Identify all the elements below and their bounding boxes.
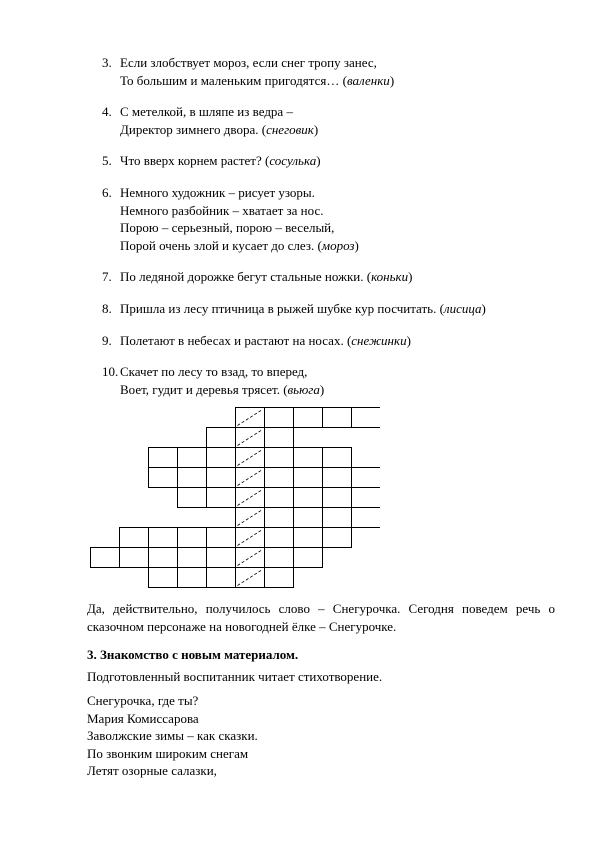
riddle-answer: сосулька xyxy=(269,153,317,169)
crossword-cell xyxy=(294,448,323,468)
crossword-cell xyxy=(352,468,381,488)
crossword-cell xyxy=(265,448,294,468)
riddle-answer: валенки xyxy=(346,72,390,88)
riddle-line: Директор зимнего двора. (снеговик) xyxy=(120,121,319,137)
riddle-list xyxy=(102,54,486,412)
crossword-cell xyxy=(294,528,323,548)
riddle-item xyxy=(102,184,486,254)
section-heading: 3. Знакомство с новым материалом. xyxy=(87,647,299,662)
riddle-number: 6. xyxy=(102,184,112,200)
crossword-cell xyxy=(207,548,236,568)
crossword-cell xyxy=(294,408,323,428)
crossword-cell xyxy=(265,408,294,428)
crossword-grid xyxy=(90,407,380,591)
riddle-item xyxy=(102,268,486,286)
riddle-line: Пришла из лесу птичница в рыжей шубке кур посчитать. (лисица) xyxy=(120,300,486,316)
crossword-cell xyxy=(265,468,294,488)
crossword-cell xyxy=(207,568,236,588)
crossword-key-cell xyxy=(236,428,265,448)
riddle-answer: коньки xyxy=(371,269,409,285)
crossword-cell xyxy=(352,508,381,528)
crossword-cell xyxy=(207,468,236,488)
crossword-key-cell xyxy=(236,488,265,508)
crossword-key-mark xyxy=(238,530,263,546)
crossword-key-cell xyxy=(236,468,265,488)
riddle-number: 10. xyxy=(102,364,119,380)
riddle-line: Порою – серьезный, порою – веселый, xyxy=(120,220,335,236)
crossword-key-cell xyxy=(236,528,265,548)
riddle-item xyxy=(102,300,486,318)
crossword-cell xyxy=(178,528,207,548)
crossword-cell xyxy=(323,468,352,488)
crossword-cell xyxy=(149,568,178,588)
crossword-key-mark xyxy=(238,410,263,426)
crossword-cell xyxy=(294,508,323,528)
riddle-number: 9. xyxy=(102,332,112,348)
crossword-key-mark xyxy=(238,470,263,486)
riddle-line: Если злобствует мороз, если снег тропу занес, xyxy=(120,55,377,70)
crossword-cell xyxy=(265,548,294,568)
crossword-cell xyxy=(323,528,352,548)
riddle-line: Порой очень злой и кусает до слез. (мороз) xyxy=(120,237,359,253)
riddle-line: То большим и маленьким пригодятся… (валенки) xyxy=(120,72,395,88)
crossword-cell xyxy=(178,548,207,568)
crossword-cell xyxy=(294,468,323,488)
crossword-cell xyxy=(178,448,207,468)
crossword-cell xyxy=(178,568,207,588)
riddle-number: 4. xyxy=(102,104,112,120)
riddle-item xyxy=(102,363,486,398)
crossword-cell xyxy=(149,528,178,548)
crossword-cell xyxy=(91,548,120,568)
crossword-key-cell xyxy=(236,448,265,468)
riddle-answer: снежинки xyxy=(351,332,407,348)
crossword-key-mark xyxy=(238,450,263,466)
intro-paragraph: Подготовленный воспитанник читает стихотворение. xyxy=(87,669,383,684)
riddle-answer: вьюга xyxy=(287,381,320,397)
riddle-answer: снеговик xyxy=(266,121,314,137)
riddle-line: Полетают в небесах и растают на носах. (снежинки) xyxy=(120,332,411,348)
crossword-cell xyxy=(120,548,149,568)
riddle-line: С метелкой, в шляпе из ведра – xyxy=(120,104,293,120)
riddle-answer: лисица xyxy=(443,300,482,316)
poem xyxy=(87,692,555,780)
crossword-key-cell xyxy=(236,548,265,568)
crossword-cell xyxy=(323,488,352,508)
crossword-cell xyxy=(149,548,178,568)
crossword-cell xyxy=(120,528,149,548)
riddle-line: Что вверх корнем растет? (сосулька) xyxy=(120,153,321,169)
crossword-cell xyxy=(352,408,381,428)
riddle-number: 7. xyxy=(102,269,112,285)
riddle-item xyxy=(102,103,486,138)
conclusion-paragraph: Да, действительно, получилось слово – Снегурочка. Сегодня поведем речь о сказочном персонаже на новогодней ёлке – Снегурочке. xyxy=(87,601,555,634)
riddle-line: Немного разбойник – хватает за нос. xyxy=(120,202,324,218)
crossword-key-mark xyxy=(238,430,263,446)
crossword-cell xyxy=(178,488,207,508)
riddle-number: 3. xyxy=(102,55,112,70)
crossword-cell xyxy=(294,488,323,508)
crossword-key-cell xyxy=(236,508,265,528)
crossword-cell xyxy=(207,428,236,448)
poem-line: Снегурочка, где ты? xyxy=(87,693,199,708)
poem-line: Мария Комиссарова xyxy=(87,710,199,726)
riddle-number: 8. xyxy=(102,300,112,316)
crossword-cell xyxy=(207,488,236,508)
crossword-key-mark xyxy=(238,510,263,526)
crossword-cell xyxy=(265,528,294,548)
riddle-line: Воет, гудит и деревья трясет. (вьюга) xyxy=(120,381,325,397)
riddle-item xyxy=(102,54,486,89)
crossword-cell xyxy=(265,488,294,508)
riddle-line: По ледяной дорожке бегут стальные ножки. (коньки) xyxy=(120,269,413,285)
crossword-cell xyxy=(207,528,236,548)
crossword-key-cell xyxy=(236,408,265,428)
crossword-cell xyxy=(265,428,294,448)
crossword-cell xyxy=(323,448,352,468)
crossword-cell xyxy=(149,468,178,488)
riddle-answer: мороз xyxy=(321,237,355,253)
poem-line: Летят озорные салазки, xyxy=(87,763,217,779)
crossword-key-mark xyxy=(238,570,263,586)
crossword-key-mark xyxy=(238,490,263,506)
crossword-key-mark xyxy=(238,550,263,566)
crossword-cell xyxy=(265,508,294,528)
crossword-cell xyxy=(207,448,236,468)
poem-line: По звонким широким снегам xyxy=(87,745,249,761)
riddle-number: 5. xyxy=(102,153,112,169)
crossword-key-cell xyxy=(236,568,265,588)
crossword-cell xyxy=(265,568,294,588)
crossword-cell xyxy=(323,408,352,428)
crossword-cell xyxy=(149,448,178,468)
riddle-item xyxy=(102,152,486,170)
crossword-cell xyxy=(178,468,207,488)
crossword-cell xyxy=(323,508,352,528)
riddle-line: Немного художник – рисует узоры. xyxy=(120,184,315,200)
riddle-item xyxy=(102,332,486,350)
crossword-cell xyxy=(294,548,323,568)
poem-line: Заволжские зимы – как сказки. xyxy=(87,728,258,744)
riddle-line: Скачет по лесу то взад, то вперед, xyxy=(120,364,308,380)
